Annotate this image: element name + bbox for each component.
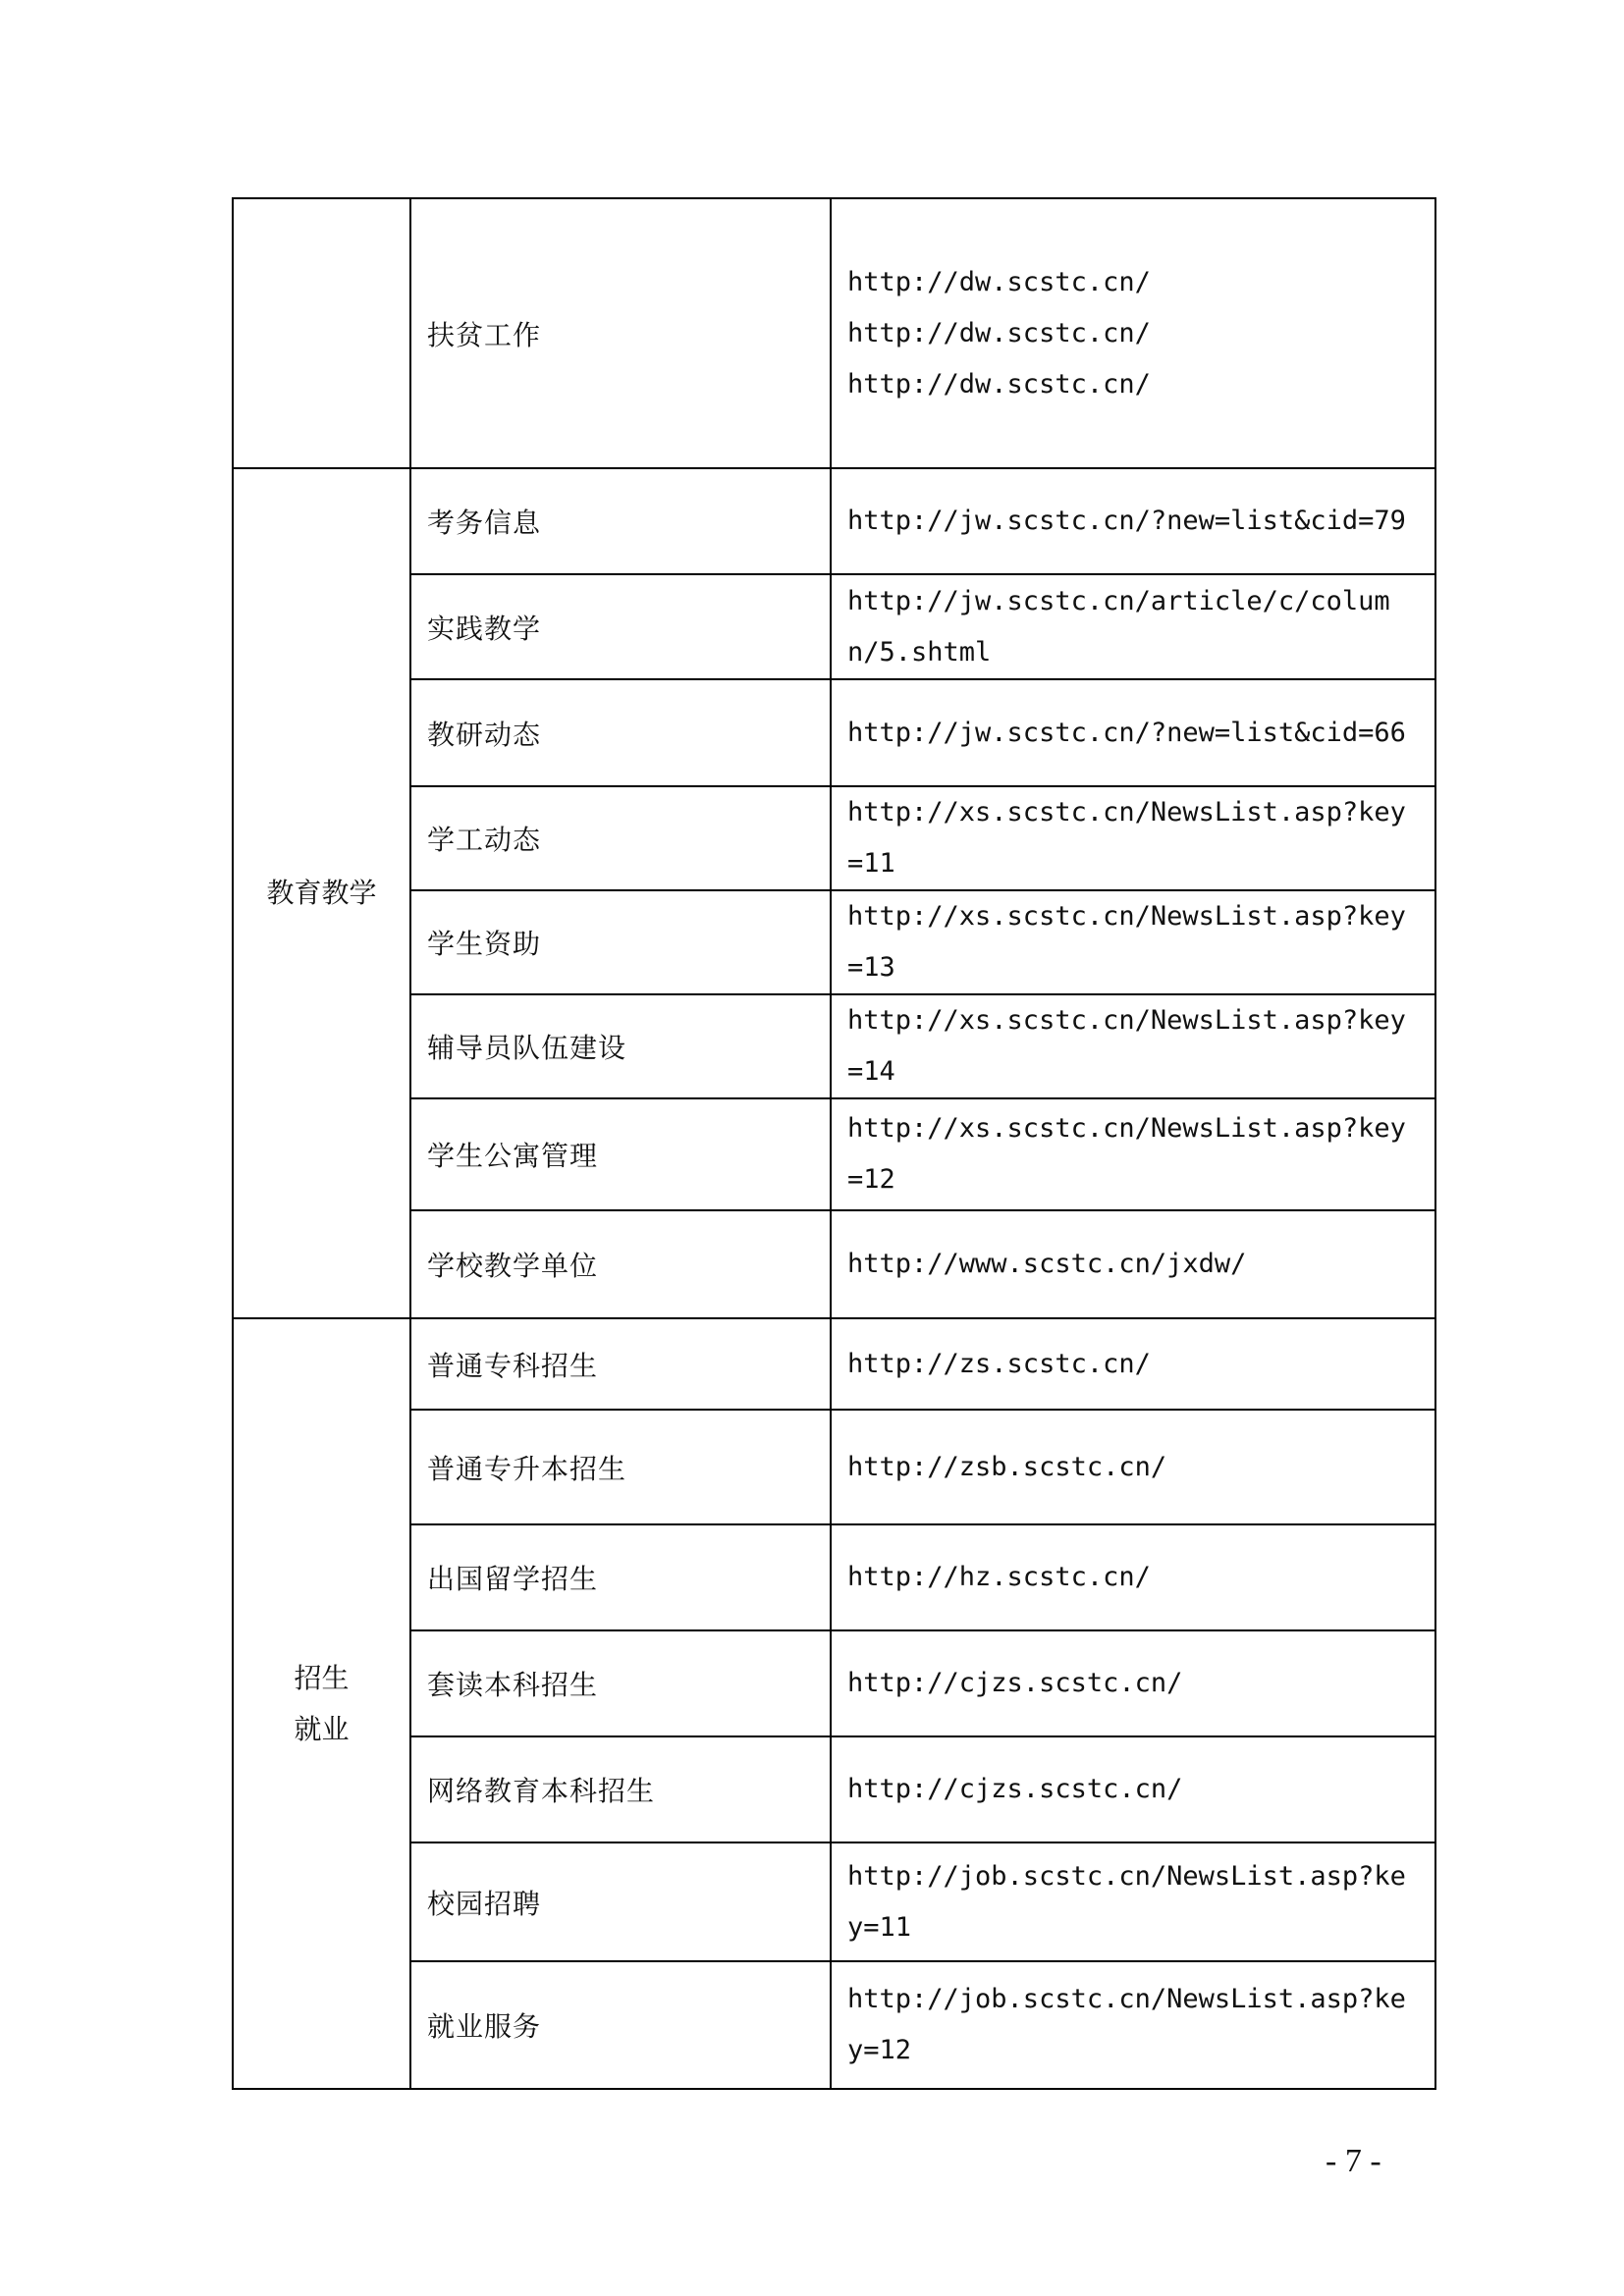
table-row xyxy=(233,994,1435,1098)
category-cell xyxy=(233,468,410,1318)
item-name-cell: 考务信息 xyxy=(410,468,831,574)
url-text: http://cjzs.scstc.cn/ xyxy=(847,1668,1183,1698)
url-text: http://hz.scstc.cn/ xyxy=(847,1562,1151,1592)
item-name-cell: 网络教育本科招生 xyxy=(410,1736,831,1842)
url-text: http://www.scstc.cn/jxdw/ xyxy=(847,1249,1247,1279)
item-name-cell: 普通专升本招生 xyxy=(410,1410,831,1524)
item-name-cell: 实践教学 xyxy=(410,574,831,679)
table-row xyxy=(233,1098,1435,1210)
table-row xyxy=(233,786,1435,890)
url-cell xyxy=(831,1210,1435,1318)
category-label: 教育教学 xyxy=(266,877,377,909)
table-row xyxy=(233,1961,1435,2089)
item-name-cell: 学生资助 xyxy=(410,890,831,994)
item-name-cell: 普通专科招生 xyxy=(410,1318,831,1410)
url-text: http://xs.scstc.cn/NewsList.asp?key=14 xyxy=(847,1005,1406,1087)
table-row xyxy=(233,890,1435,994)
links-table-body xyxy=(233,198,1435,2089)
table-row xyxy=(233,1524,1435,1630)
url-text: http://job.scstc.cn/NewsList.asp?key=12 xyxy=(847,1984,1406,2065)
url-text: http://xs.scstc.cn/NewsList.asp?key=13 xyxy=(847,901,1406,983)
category-label: 招生 xyxy=(294,1661,350,1694)
url-text: http://dw.scstc.cn/ xyxy=(847,317,1151,348)
table-row xyxy=(233,1410,1435,1524)
url-cell xyxy=(831,786,1435,890)
table-row xyxy=(233,198,1435,468)
url-cell xyxy=(831,994,1435,1098)
url-cell xyxy=(831,198,1435,468)
url-text: http://dw.scstc.cn/ xyxy=(847,266,1151,297)
item-name-cell: 学校教学单位 xyxy=(410,1210,831,1318)
table-row xyxy=(233,1318,1435,1410)
url-text: http://cjzs.scstc.cn/ xyxy=(847,1774,1183,1804)
item-name-cell: 就业服务 xyxy=(410,1961,831,2089)
url-text: http://xs.scstc.cn/NewsList.asp?key=12 xyxy=(847,1113,1406,1195)
url-cell xyxy=(831,1410,1435,1524)
item-name-cell: 扶贫工作 xyxy=(410,198,831,468)
url-cell xyxy=(831,1736,1435,1842)
url-text: http://jw.scstc.cn/?new=list&cid=79 xyxy=(847,506,1406,536)
table-row xyxy=(233,574,1435,679)
item-name-cell: 学工动态 xyxy=(410,786,831,890)
item-name-cell: 辅导员队伍建设 xyxy=(410,994,831,1098)
url-text: http://zsb.scstc.cn/ xyxy=(847,1451,1167,1482)
category-cell xyxy=(233,198,410,468)
url-text: http://xs.scstc.cn/NewsList.asp?key=11 xyxy=(847,797,1406,879)
url-cell xyxy=(831,468,1435,574)
item-name-cell: 出国留学招生 xyxy=(410,1524,831,1630)
url-text: http://dw.scstc.cn/ xyxy=(847,368,1151,400)
url-text: http://job.scstc.cn/NewsList.asp?key=11 xyxy=(847,1860,1406,1943)
url-cell xyxy=(831,1961,1435,2089)
url-cell xyxy=(831,1842,1435,1961)
url-cell xyxy=(831,574,1435,679)
url-cell xyxy=(831,890,1435,994)
table-row xyxy=(233,1210,1435,1318)
table-row xyxy=(233,1736,1435,1842)
url-cell xyxy=(831,1098,1435,1210)
item-name-cell: 校园招聘 xyxy=(410,1842,831,1961)
table-row xyxy=(233,679,1435,786)
table-row xyxy=(233,468,1435,574)
url-cell xyxy=(831,1630,1435,1736)
url-cell xyxy=(831,1524,1435,1630)
category-label: 就业 xyxy=(294,1712,350,1745)
item-name-cell: 学生公寓管理 xyxy=(410,1098,831,1210)
table-row xyxy=(233,1842,1435,1961)
table-row xyxy=(233,1630,1435,1736)
url-cell xyxy=(831,1318,1435,1410)
url-text: http://jw.scstc.cn/article/c/column/5.shtml xyxy=(847,585,1390,667)
url-text: http://jw.scstc.cn/?new=list&cid=66 xyxy=(847,717,1406,748)
url-text: http://zs.scstc.cn/ xyxy=(847,1348,1151,1379)
category-cell xyxy=(233,1318,410,2089)
links-table xyxy=(232,197,1436,2090)
page-number: - 7 - xyxy=(1326,2143,1381,2179)
item-name-cell: 教研动态 xyxy=(410,679,831,786)
url-cell xyxy=(831,679,1435,786)
item-name-cell: 套读本科招生 xyxy=(410,1630,831,1736)
